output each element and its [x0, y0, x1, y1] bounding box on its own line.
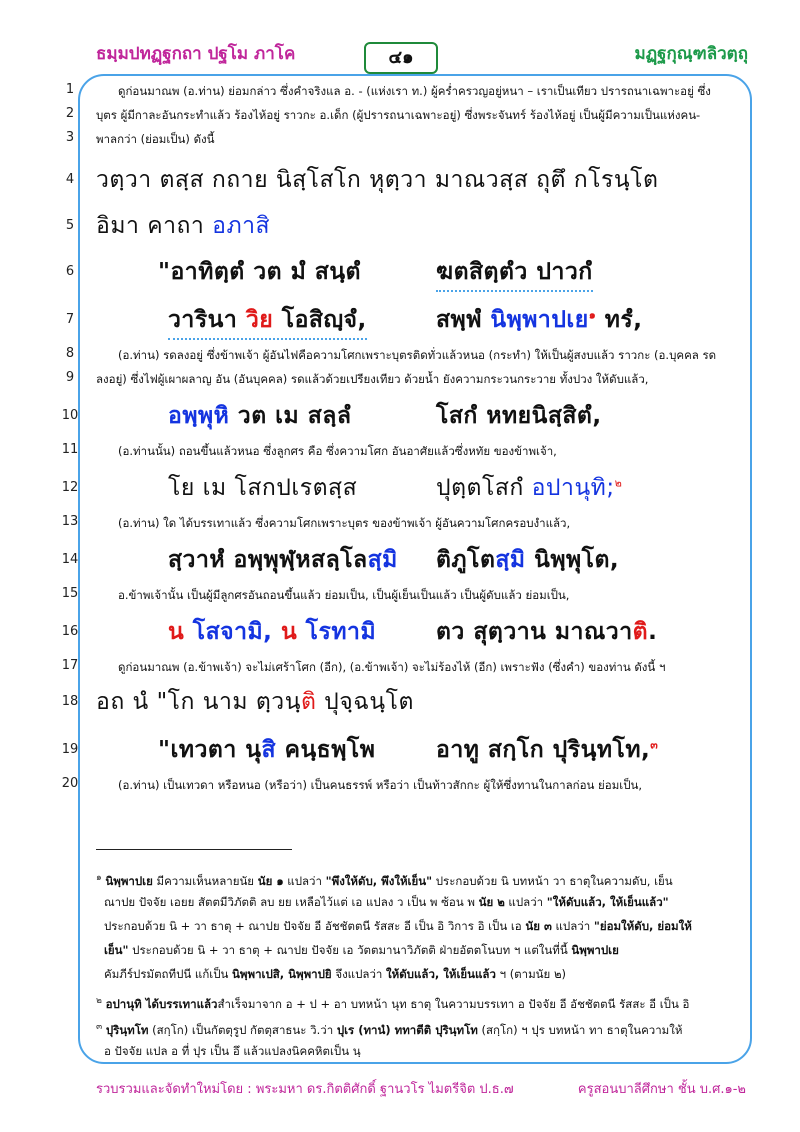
- line-number: 20: [61, 776, 79, 791]
- footnote-2: $^๒$ อปานุทิ ได้บรรเทาแล้วสำเร็จมาจาก อ + ป + อา บทหน้า นุท ธาตุ ในความบรรเทา อ ปัจจัย อี อัชชัตตนี รัสสะ อี เป็น อิ: [96, 996, 690, 1011]
- footnote-divider: [96, 849, 292, 850]
- line-number: 12: [61, 480, 79, 495]
- footnote-1-cont: ณาปย ปัจจัย เอยย สัตตมีวิภัตติ ลบ ยย เหลือไว้แต่ เอ แปลง ว เป็น พ ซ้อน พ นัย ๒ แปลว่า "ให้ดับแล้ว, ให้เย็นแล้ว": [104, 895, 669, 909]
- footnote-1-cont: คัมภีร์ปรมัตถทีปนี แก้เป็น นิพฺพาเปสิ, นิพฺพาปยิ จึงแปลว่า ให้ดับแล้ว, ให้เย็นแล้ว ฯ (ตามนัย ๒): [104, 967, 567, 981]
- line-number: 10: [61, 408, 79, 423]
- verse-line-a: อพฺพุหิ วต เม สลฺลํ: [168, 403, 352, 429]
- translation-line: ดูก่อนมาณพ (อ.ท่าน) ย่อมกล่าว ซึ่งคำจริงแล อ. - (แห่งเรา ท.) ผู้คร่ำครวญอยู่หนา – เราเป็นเทียว ปรารถนาเฉพาะอยู่ ซึ่ง: [118, 84, 711, 98]
- line-number: 3: [65, 130, 75, 145]
- translation-line: (อ.ท่าน) รดลงอยู่ ซึ่งข้าพเจ้า ผู้อันไฟคือความโศกเพราะบุตรติดทั่วแล้วหนอ (กระทำ) ให้เป็นผู้สงบแล้ว ราวกะ (อ.บุคคล รด: [118, 348, 717, 362]
- verse-line-a: วารินา วิย โอสิญฺจํ,: [168, 302, 367, 340]
- verse-line-a: "เทวตา นุสิ คนฺธพฺโพ: [158, 737, 376, 763]
- translation-line: พาลกว่า (ย่อมเป็น) ดังนี้: [96, 132, 215, 146]
- translation-line: (อ.ท่าน) เป็นเทวดา หรือหนอ (หรือว่า) เป็นคนธรรพ์ หรือว่า เป็นท้าวสักกะ ผู้ให้ซึ่งทานในกาลก่อน ย่อมเป็น,: [118, 778, 643, 792]
- line-number: 18: [61, 694, 79, 709]
- line-number: 7: [65, 312, 75, 327]
- verse-line-a: "อาทิตฺตํ วต มํ สนฺตํ: [158, 259, 361, 285]
- translation-line: บุตร ผู้มีกาละอันกระทำแล้ว ร้องไห้อยู่ ราวกะ อ.เด็ก (ผู้ปรารถนาเฉพาะอยู่) ซึ่งพระจันทร์ ร้องไห้อยู่ เป็นผู้มีความเป็นแห่งคน-: [96, 108, 701, 122]
- chapter-title: มฏฺฐกุณฺฑลิวตฺถุ: [634, 44, 748, 64]
- footnote-3: $^๓$ ปุรินฺทโท (สกฺโก) เป็นกัตตุรูป กัตตุสาธนะ วิ.ว่า ปุเร (ทานํ) ททาตีติ ปุรินฺทโท (สกฺโก) ฯ ปุร บทหน้า ทา ธาตุในความให้: [96, 1022, 683, 1037]
- verse-line-b: ปุตฺตโสกํ อปานุทิ;$^๒$: [436, 475, 623, 501]
- line-number: 13: [61, 514, 79, 529]
- footer-role: ครูสอนบาลีศึกษา ชั้น บ.ศ.๑-๒: [577, 1082, 746, 1097]
- line-number: 11: [61, 442, 79, 457]
- line-number: 17: [61, 658, 79, 673]
- footnote-1-cont: เย็น" ประกอบด้วย นิ + วา ธาตุ + ณาปย ปัจจัย เอ วัตตมานาวิภัตติ ฝ่ายอัตตโนบท ฯ แต่ในที่นี้ นิพฺพาปเย: [104, 943, 619, 957]
- footer-author: รวบรวมและจัดทำใหม่โดย : พระมหา ดร.กิตติศักดิ์ ฐานวโร ไมตรีจิต ป.ธ.๗: [96, 1082, 514, 1097]
- page-footer: [96, 1078, 746, 1099]
- pali-line: วตฺวา ตสฺส กถาย นิสฺโสโก หุตฺวา มาณวสฺส ถุตึ กโรนฺโต: [96, 167, 659, 193]
- verse-line-b: ติภูโตสฺมิ นิพฺพุโต,: [436, 547, 620, 573]
- line-number: 15: [61, 586, 79, 601]
- line-number: 1: [65, 82, 75, 97]
- line-number: 4: [65, 172, 75, 187]
- line-number: 16: [61, 624, 79, 639]
- verse-line-b: อาทู สกฺโก ปุรินฺทโท,$^๓$: [436, 737, 659, 763]
- page-number: ๔๑: [364, 42, 438, 74]
- translation-line: ดูก่อนมาณพ (อ.ข้าพเจ้า) จะไม่เศร้าโศก (อีก), (อ.ข้าพเจ้า) จะไม่ร้องไห้ (อีก) เพราะฟัง (ซึ่งคำ) ของท่าน ดังนี้ ฯ: [118, 660, 666, 674]
- line-number: 5: [65, 218, 75, 233]
- line-number: 19: [61, 742, 79, 757]
- line-number: 9: [65, 370, 75, 385]
- footnote-1: $^๑$ นิพฺพาปเย มีความเห็นหลายนัย นัย ๑ แปลว่า "พึงให้ดับ, พึงให้เย็น" ประกอบด้วย นิ บทหน้า วา ธาตุในความดับ, เย็น: [96, 873, 673, 888]
- translation-line: ลงอยู่) ซึ่งไฟผู้เผาผลาญ อัน (อันบุคคล) รดแล้วด้วยเปรียงเทียว ด้วยน้ำ ยังความกระวนกระวาย ทั้งปวง ให้ดับแล้ว,: [96, 372, 649, 386]
- line-number: 2: [65, 106, 75, 121]
- pali-line: อิมา คาถา อภาสิ: [96, 213, 271, 239]
- verse-line-b: ตว สุตฺวาน มาณวาติ.: [436, 619, 658, 645]
- line-number: 14: [61, 552, 79, 567]
- verse-line-b: สพฺพํ นิพฺพาปเย$^๑$ ทรํ,: [436, 307, 643, 333]
- verse-line-b: ฆตสิตฺตํว ปาวกํ: [436, 254, 593, 292]
- footnote-3-cont: อ ปัจจัย แปล อ ที่ ปุร เป็น อึ แล้วแปลงนิคคหิตเป็น นฺ: [104, 1044, 361, 1058]
- footnote-1-cont: ประกอบด้วย นิ + วา ธาตุ + ณาปย ปัจจัย อี อัชชัตตนี รัสสะ อี เป็น อิ วิการ อิ เป็น เอ นัย ๓ แปลว่า "ย่อมให้ดับ, ย่อมให้: [104, 919, 692, 933]
- line-number: 8: [65, 346, 75, 361]
- translation-line: (อ.ท่านนั้น) ถอนขึ้นแล้วหนอ ซึ่งลูกศร คือ ซึ่งความโศก อันอาศัยแล้วซึ่งหทัย ของข้าพเจ้า,: [118, 444, 557, 458]
- verse-line-a: โย เม โสกปเรตสฺส: [168, 475, 358, 501]
- book-title: ธมฺมปทฏฺฐกถา ปฐโม ภาโค: [96, 44, 296, 64]
- pali-line: อถ นํ "โก นาม ตฺวนฺติ ปุจฺฉนฺโต: [96, 689, 414, 715]
- line-number: 6: [65, 264, 75, 279]
- translation-line: (อ.ท่าน) ใด ได้บรรเทาแล้ว ซึ่งความโศกเพราะบุตร ของข้าพเจ้า ผู้อันความโศกครอบงำแล้ว,: [118, 516, 571, 530]
- translation-line: อ.ข้าพเจ้านั้น เป็นผู้มีลูกศรอันถอนขึ้นแล้ว ย่อมเป็น, เป็นผู้เย็นเป็นแล้ว เป็นผู้ดับแล้ว ย่อมเป็น,: [118, 588, 570, 602]
- verse-line-b: โสกํ หทยนิสฺสิตํ,: [436, 403, 602, 429]
- verse-line-a: สฺวาหํ อพฺพุฬฺหสลฺโลสฺมิ: [168, 547, 398, 573]
- verse-line-a: น โสจามิ, น โรทามิ: [168, 619, 377, 645]
